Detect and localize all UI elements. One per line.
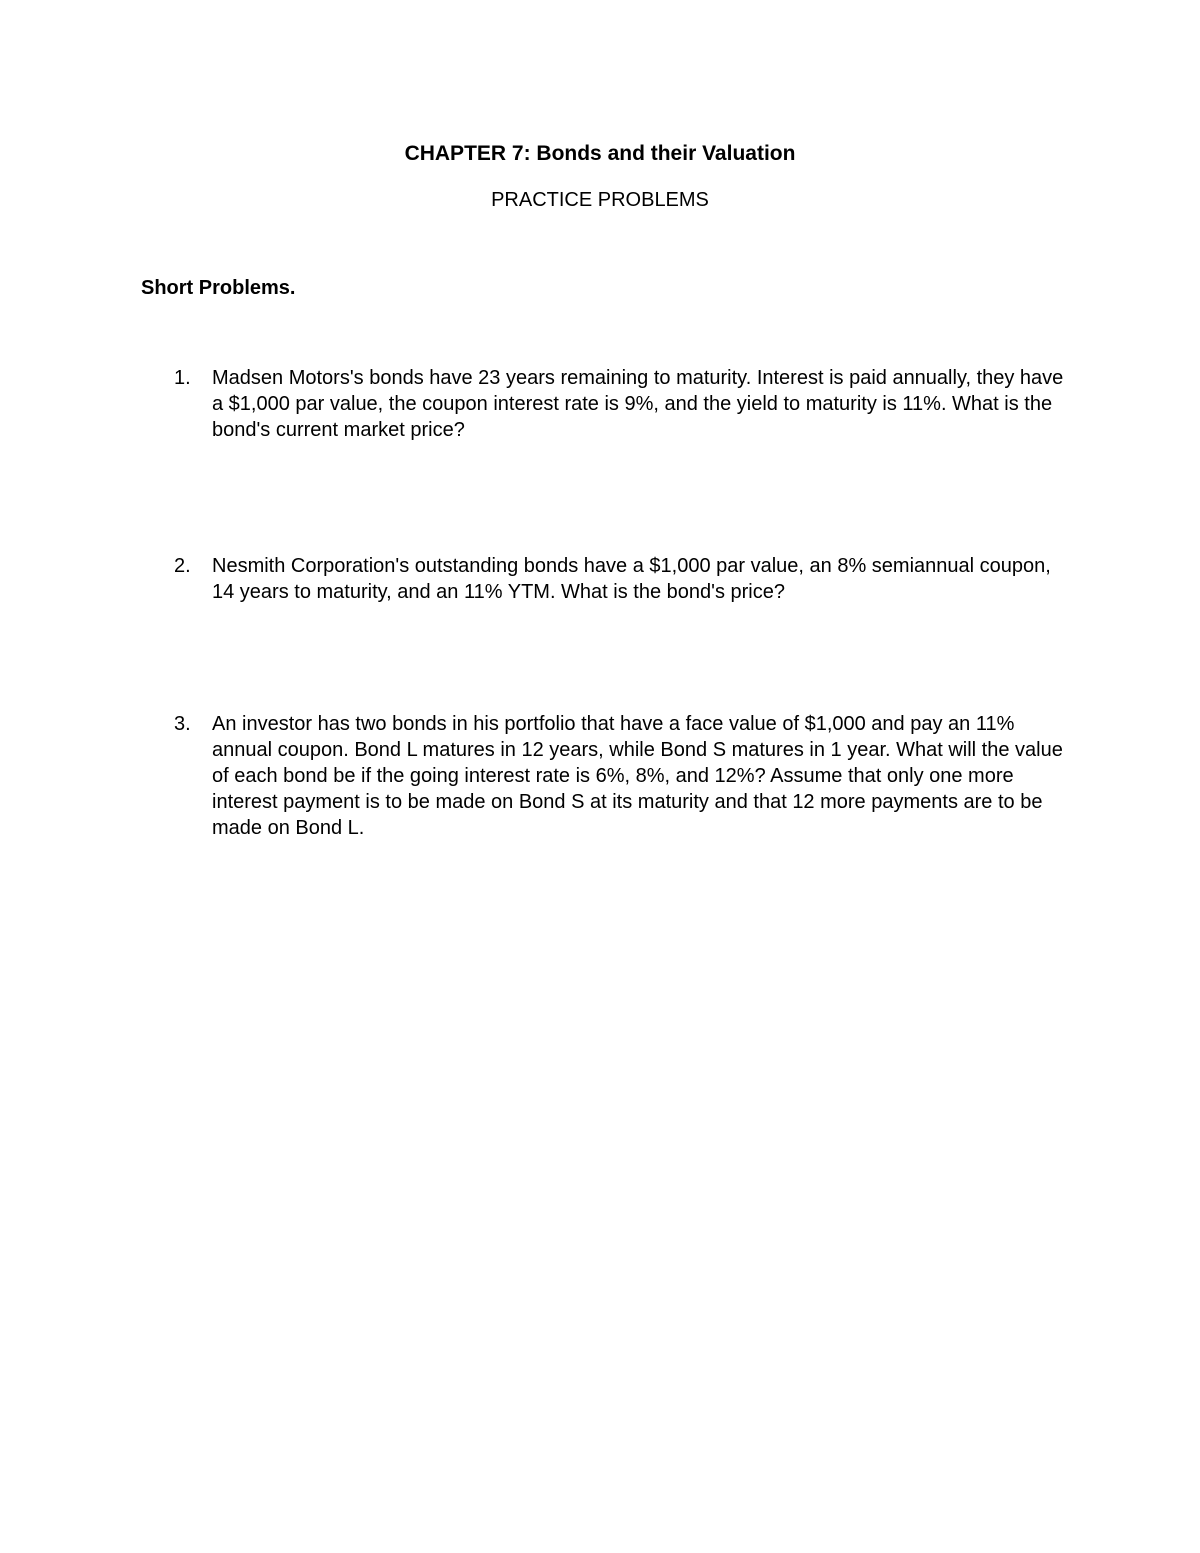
- problem-number: 1.: [174, 367, 191, 389]
- problem-number: 2.: [174, 555, 191, 577]
- problem-item: [174, 553, 1074, 605]
- section-heading: Short Problems.: [141, 277, 296, 299]
- problem-number: 3.: [174, 713, 191, 735]
- problem-text: Madsen Motors's bonds have 23 years remaining to maturity. Interest is paid annually, they have a $1,000 par value, the coupon interest rate is 9%, and the yield to maturity is 11%. What is the bond's current market price?: [212, 367, 1064, 441]
- problem-item: [174, 711, 1074, 841]
- page-subtitle: PRACTICE PROBLEMS: [491, 189, 709, 211]
- problem-item: [174, 365, 1074, 443]
- page-title: CHAPTER 7: Bonds and their Valuation: [404, 142, 796, 165]
- problem-text: An investor has two bonds in his portfolio that have a face value of $1,000 and pay an 11% annual coupon. Bond L matures in 12 years, while Bond S matures in 1 year. What will the value of each bond be if the going interest rate is 6%, 8%, and 12%? Assume that only one more interest payment is to be made on Bond S at its maturity and that 12 more payments are to be made on Bond L.: [212, 713, 1063, 839]
- problem-text: Nesmith Corporation's outstanding bonds have a $1,000 par value, an 8% semiannual coupon, 14 years to maturity, and an 11% YTM. What is the bond's price?: [212, 555, 1051, 603]
